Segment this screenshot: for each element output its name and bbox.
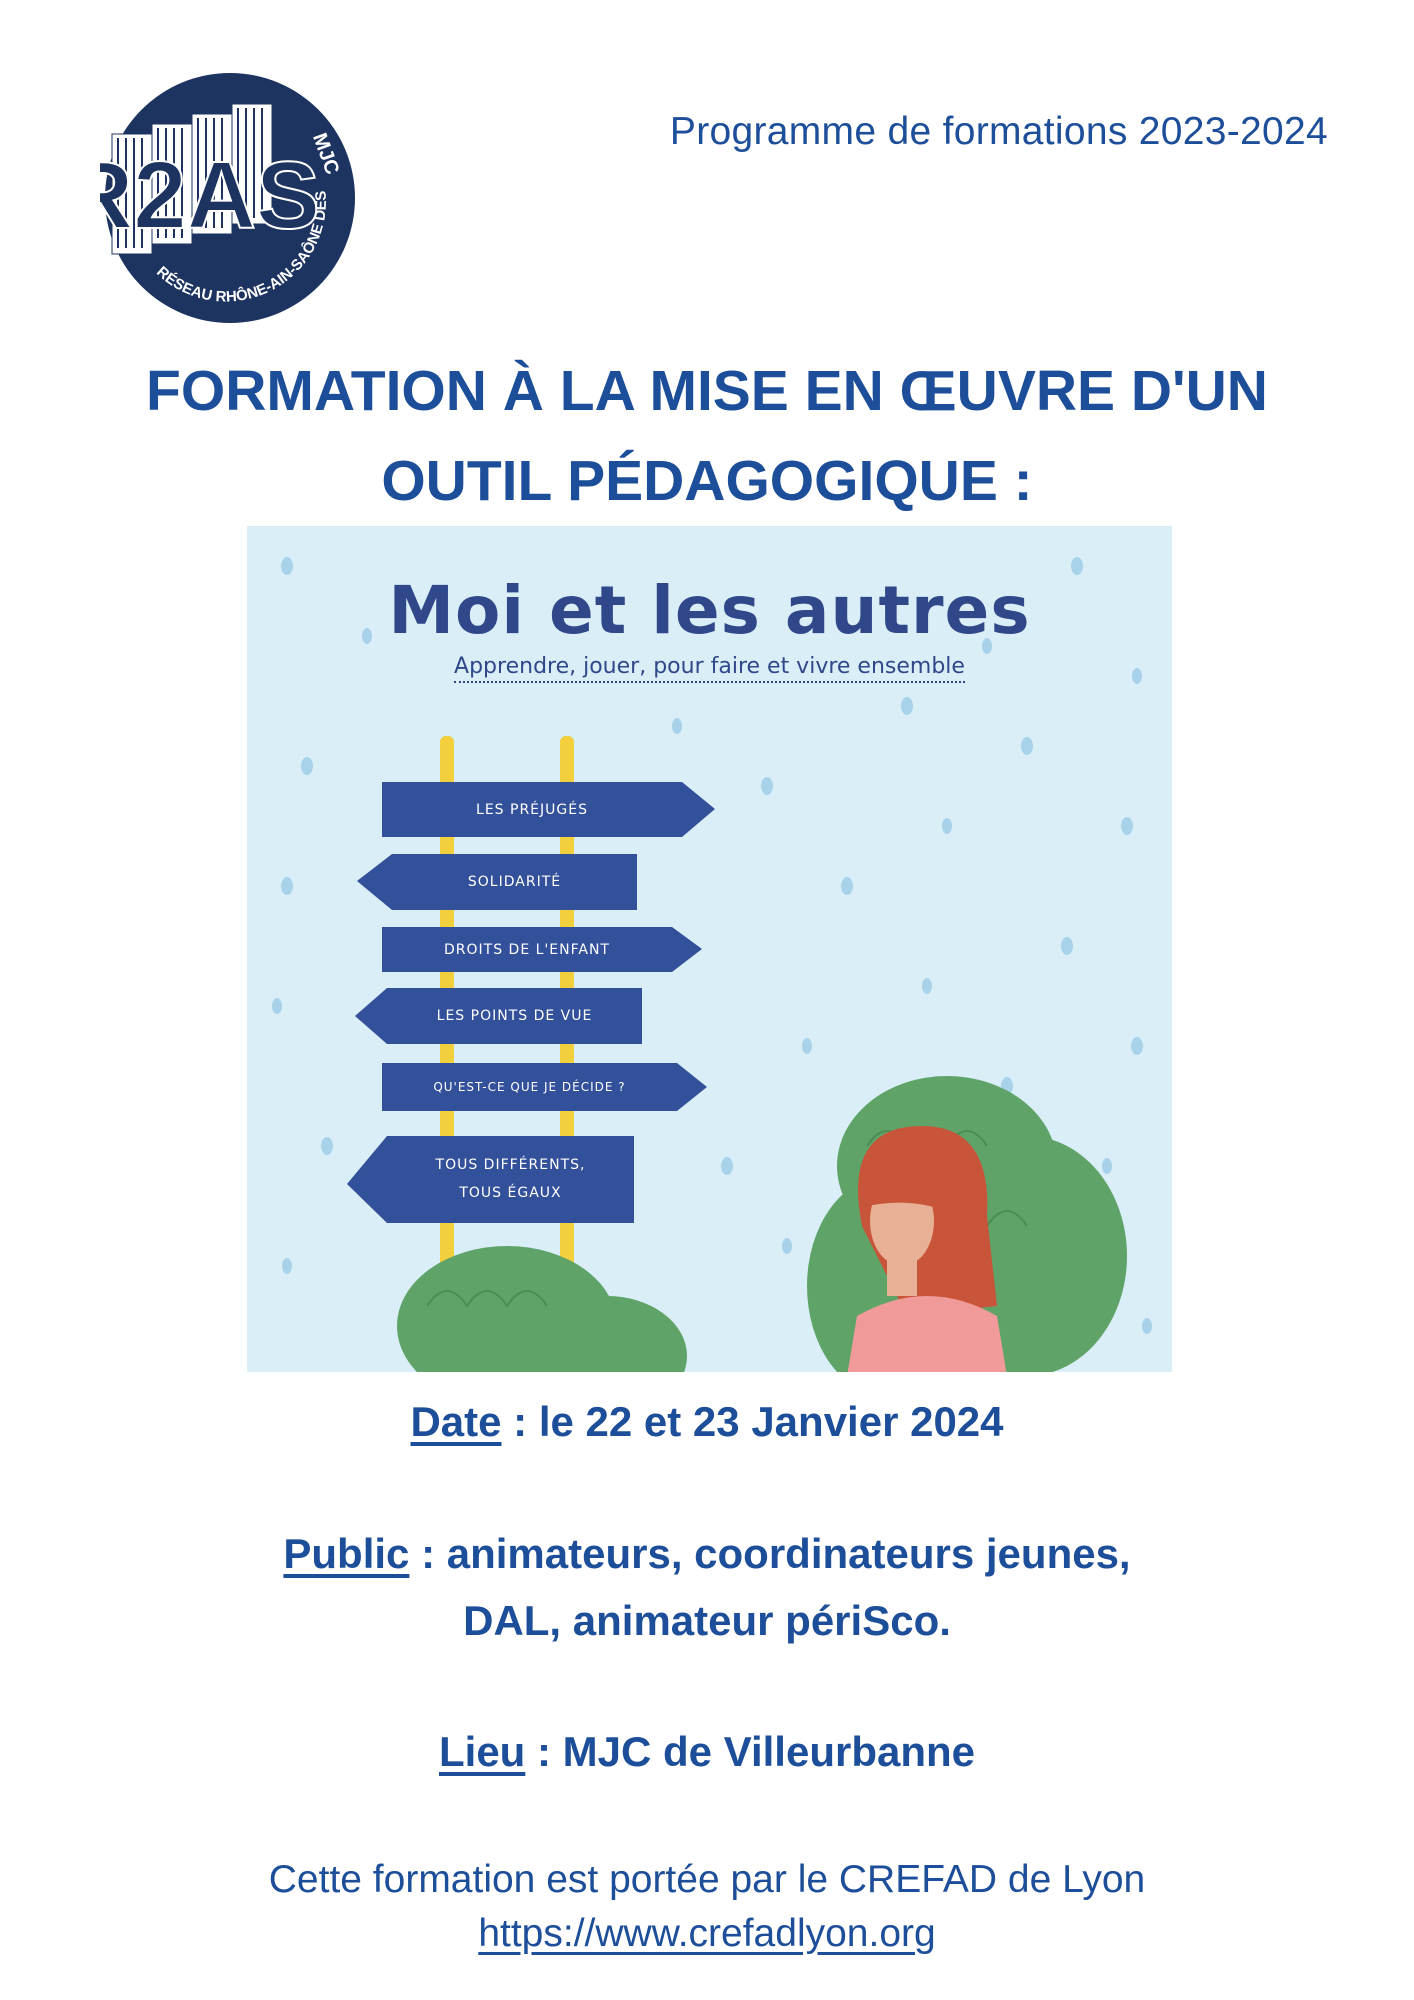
r2as-logo xyxy=(100,68,360,328)
logo-ring-text: RÉSEAU RHÔNE-AIN-SAÔNE DES xyxy=(153,190,331,306)
poster-title: Moi et les autres xyxy=(388,572,1031,649)
sign-label-tous-differents: TOUS DIFFÉRENTS, xyxy=(435,1157,586,1173)
public-label: Public xyxy=(283,1530,410,1577)
sign-label-tous-egaux: TOUS ÉGAUX xyxy=(459,1185,562,1201)
place-line xyxy=(0,1728,1414,1776)
public-line-2: DAL, animateur périSco. xyxy=(463,1597,951,1644)
date-value: : le 22 et 23 Janvier 2024 xyxy=(501,1398,1004,1445)
public-line-1 xyxy=(0,1530,1414,1578)
logo-main-text: 2AS xyxy=(133,142,321,249)
sign-label-decide: QU'EST-CE QUE JE DÉCIDE ? xyxy=(433,1080,626,1094)
date-line xyxy=(0,1398,1414,1446)
sign-label-points-de-vue: LES POINTS DE VUE xyxy=(436,1008,593,1024)
page-title xyxy=(0,346,1414,526)
place-value: : MJC de Villeurbanne xyxy=(525,1728,975,1775)
poster-subtitle xyxy=(247,654,1172,679)
sign-label-solidarite: SOLIDARITÉ xyxy=(467,874,562,890)
program-heading: Programme de formations 2023-2024 xyxy=(669,110,1328,153)
title-line-1: FORMATION À LA MISE EN ŒUVRE D'UN xyxy=(146,359,1268,423)
footer-text: Cette formation est portée par le CREFAD de Lyon xyxy=(268,1858,1146,1901)
footer-link-wrap xyxy=(0,1912,1414,1956)
poster-illustration xyxy=(247,526,1172,1372)
public-value-1: : animateurs, coordinateurs jeunes, xyxy=(409,1530,1131,1577)
logo-badge: MJC xyxy=(308,130,344,178)
date-label: Date xyxy=(410,1398,502,1445)
place-label: Lieu xyxy=(439,1728,526,1775)
sign-label-droits: DROITS DE L'ENFANT xyxy=(444,942,610,958)
poster-subtitle-text: Apprendre, jouer, pour faire et vivre ensemble xyxy=(454,654,965,683)
title-line-2: OUTIL PÉDAGOGIQUE : xyxy=(381,449,1033,513)
footer-link[interactable]: https://www.crefadlyon.org xyxy=(478,1912,936,1955)
sign-label-prejuges: LES PRÉJUGÉS xyxy=(476,802,588,818)
